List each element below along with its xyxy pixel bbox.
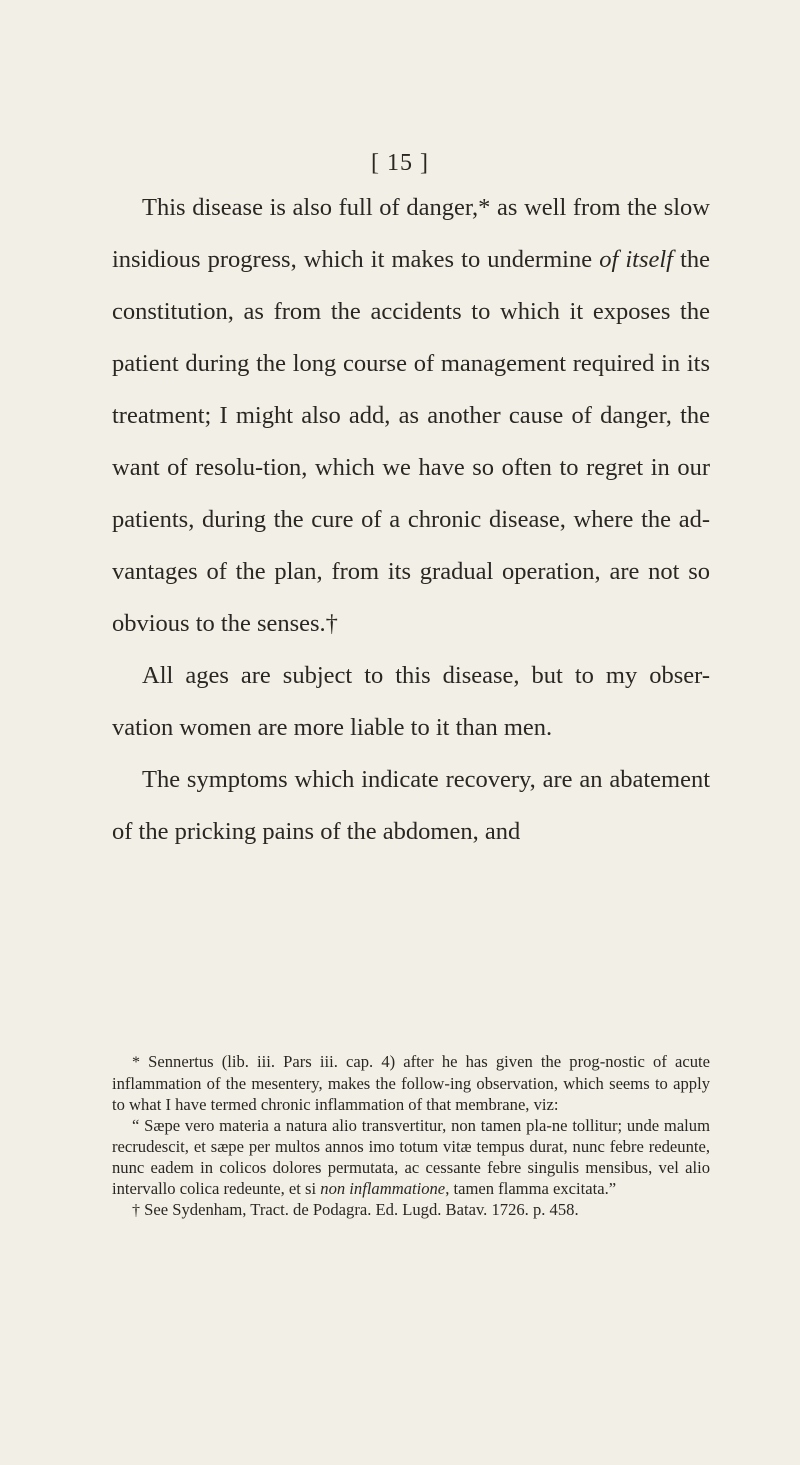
page-number: [ 15 ]: [371, 150, 429, 176]
footnote-quote-italic: non inflammatione: [320, 1179, 446, 1198]
footnote-sydenham: [112, 1199, 710, 1221]
footnote-sennertus: [112, 1051, 710, 1115]
footnote-sydenham-text: See Sydenham, Tract. de Podagra. Ed. Lugd. Batav. 1726. p. 458.: [140, 1200, 579, 1219]
footnote-quote-part2: , tamen flamma excitata.”: [445, 1179, 617, 1198]
paragraph-danger-part1: This disease is also full of danger,* as well from the slow insidious progress, which it makes to undermine: [112, 194, 710, 273]
footnotes: [112, 1051, 710, 1221]
main-text: [112, 182, 710, 858]
footnote-sennertus-text: Sennertus (lib. iii. Pars iii. cap. 4) after he has given the prog-nostic of acute inflammation of the mesentery, makes the follow-ing observation, which seems to apply to what I have termed chronic inflammation of that membrane, viz:: [112, 1052, 710, 1114]
paragraph-danger-italic: of itself: [599, 246, 673, 273]
footnote-quote-part1: “ Sæpe vero materia a natura alio transvertitur, non tamen pla-ne tollitur; unde malum recrudescit, et sæpe per multos annos imo totum vitæ tempus durat, nunc febre redeunte, nunc eadem in colicos dolores permutata, ac cessante febre singulis mensibus, vel alio intervallo colica redeunte, et si: [112, 1116, 710, 1198]
paragraph-danger-part2: the constitution, as from the accidents to which it exposes the patient during the long course of management required in its treatment; I might also add, as another cause of danger, the want of resolu-tion, which we have so often to regret in our patients, during the cure of a chronic disease, where the ad-vantages of the plan, from its gradual operation, are not so obvious to the senses.†: [112, 246, 711, 637]
paragraph-ages: All ages are subject to this disease, but to my obser-vation women are more liable to it than men.: [112, 662, 710, 741]
footnote-dagger-mark: †: [132, 1202, 140, 1219]
paragraph-symptoms: The symptoms which indicate recovery, are an abatement of the pricking pains of the abdomen, and: [112, 766, 710, 845]
footnote-asterisk-mark: *: [132, 1054, 140, 1071]
footnote-sennertus-quote: [112, 1115, 710, 1199]
paragraph-danger: [112, 182, 710, 650]
